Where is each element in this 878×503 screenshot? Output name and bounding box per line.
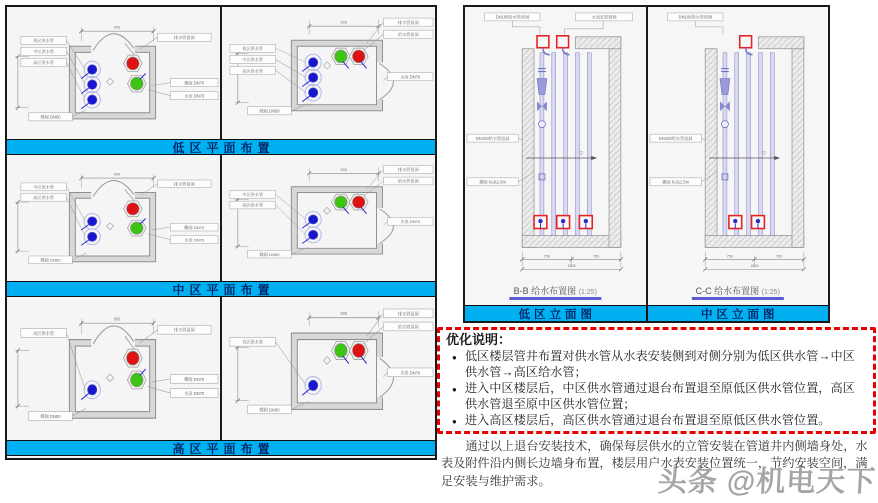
svg-text:750: 750 bbox=[593, 254, 600, 259]
note-item bbox=[446, 381, 865, 412]
svg-text:蝶阀 标高1.5m: 蝶阀 标高1.5m bbox=[479, 179, 507, 185]
elevation-mid-zone bbox=[646, 7, 829, 305]
svg-text:水表 DN70: 水表 DN70 bbox=[184, 390, 205, 397]
elevation-title-text: C-C 给水布置图 bbox=[695, 286, 760, 296]
elevation-row bbox=[465, 7, 828, 305]
svg-text:排水管留洞: 排水管留洞 bbox=[397, 19, 419, 25]
svg-text:中区供水管: 中区供水管 bbox=[242, 192, 264, 198]
plan-row-low bbox=[7, 7, 435, 139]
elevation-banner-row bbox=[465, 305, 828, 321]
summary-text: 通过以上退台安装技术，确保每层供水的立管安装在管道井内侧墙身处，水表及附件沿内侧长边墙身布置，楼层用户水表安装位置统一，节约安装空间，满足安装与维护需求。 bbox=[441, 439, 868, 488]
svg-text:给水管留洞: 给水管留洞 bbox=[397, 31, 419, 38]
svg-text:给水管留洞: 给水管留洞 bbox=[397, 324, 419, 330]
plan-row-mid bbox=[7, 155, 435, 281]
plan-panel bbox=[5, 5, 437, 460]
svg-text:低区供水管: 低区供水管 bbox=[242, 46, 264, 52]
elevation-panel bbox=[463, 5, 830, 323]
floor-plan-high-left bbox=[7, 297, 220, 440]
svg-text:蝶阀 DN50: 蝶阀 DN50 bbox=[259, 251, 280, 257]
svg-text:900: 900 bbox=[340, 19, 348, 25]
elevation-scale: (1:25) bbox=[578, 289, 597, 296]
svg-text:水表 DN70: 水表 DN70 bbox=[400, 370, 421, 376]
floor-plan-high-right bbox=[220, 297, 435, 440]
svg-text:蝶阀 DN70: 蝶阀 DN70 bbox=[184, 224, 205, 230]
svg-text:中区供水管: 中区供水管 bbox=[33, 184, 55, 190]
svg-text:▽: ▽ bbox=[579, 151, 584, 158]
note-text: ● 进入中区楼层后，中区供水管通过退台布置退至原低区供水管位置，高区供水管退至原中区供水管位置； bbox=[464, 381, 855, 411]
svg-text:水表 DN70: 水表 DN70 bbox=[184, 93, 205, 99]
svg-text:中区供水管: 中区供水管 bbox=[242, 57, 264, 63]
svg-text:高区供水管: 高区供水管 bbox=[242, 339, 264, 345]
svg-text:蝶阀 DN70: 蝶阀 DN70 bbox=[184, 80, 205, 86]
svg-text:▽: ▽ bbox=[761, 151, 766, 158]
elevation-low-zone bbox=[465, 7, 646, 305]
svg-text:水表 DN70: 水表 DN70 bbox=[184, 237, 205, 243]
svg-text:蝶阀 DN50: 蝶阀 DN50 bbox=[40, 257, 61, 263]
svg-text:水表安装留洞: 水表安装留洞 bbox=[591, 14, 617, 20]
svg-text:1500: 1500 bbox=[749, 264, 759, 269]
svg-text:排水管留洞: 排水管留洞 bbox=[173, 327, 195, 333]
floor-plan-mid-left bbox=[7, 155, 220, 281]
floor-plan-mid-right bbox=[220, 155, 435, 281]
elevation-title-text: B-B 给水布置图 bbox=[513, 286, 577, 296]
banner-mid-zone-plan: 中区平面布置 bbox=[7, 281, 435, 297]
banner-low-zone-plan: 低区平面布置 bbox=[7, 139, 435, 155]
svg-text:蝶阀 标高1.5m: 蝶阀 标高1.5m bbox=[661, 179, 689, 185]
watermark: 头条 @机电天下 bbox=[656, 466, 877, 498]
svg-text:750: 750 bbox=[726, 254, 733, 259]
svg-text:750: 750 bbox=[775, 254, 782, 259]
svg-text:排水管留洞: 排水管留洞 bbox=[173, 35, 195, 41]
svg-text:蝶阀 DN50: 蝶阀 DN50 bbox=[40, 413, 61, 419]
svg-text:DN100给水管留洞: DN100给水管留洞 bbox=[678, 14, 712, 20]
svg-text:高区供水管: 高区供水管 bbox=[33, 330, 55, 337]
svg-text:蝶阀 DN50: 蝶阀 DN50 bbox=[259, 108, 280, 114]
elevation-title-mid bbox=[692, 284, 784, 300]
svg-text:中区供水管: 中区供水管 bbox=[33, 49, 55, 55]
svg-text:高区供水管: 高区供水管 bbox=[33, 195, 55, 201]
svg-text:排水管留洞: 排水管留洞 bbox=[173, 181, 195, 187]
banner-low-zone-elevation: 低区立面图 bbox=[518, 308, 596, 321]
notes-list bbox=[446, 349, 865, 429]
svg-text:900: 900 bbox=[113, 316, 121, 322]
svg-text:DN100给水管留洞: DN100给水管留洞 bbox=[495, 14, 530, 20]
svg-text:900: 900 bbox=[340, 310, 348, 317]
banner-mid-zone-elevation: 中区立面图 bbox=[646, 306, 829, 321]
note-text: ● 低区楼层管井布置对供水管从水表安装侧到对侧分别为低区供水管→中区供水管→高区给水管； bbox=[464, 348, 855, 379]
svg-text:DN100给水管留洞: DN100给水管留洞 bbox=[658, 135, 692, 141]
note-item bbox=[446, 413, 865, 429]
optimization-notes-box bbox=[437, 327, 876, 434]
floor-plan-low-right bbox=[220, 7, 435, 139]
note-item bbox=[446, 349, 865, 380]
svg-text:高区供水管: 高区供水管 bbox=[242, 202, 264, 208]
svg-text:900: 900 bbox=[340, 166, 348, 172]
svg-text:1500: 1500 bbox=[567, 264, 576, 269]
svg-text:蝶阀 DN50: 蝶阀 DN50 bbox=[259, 407, 280, 413]
svg-text:750: 750 bbox=[543, 254, 550, 259]
plan-row-high bbox=[7, 297, 435, 440]
svg-text:900: 900 bbox=[113, 24, 121, 30]
svg-text:蝶阀 DN70: 蝶阀 DN70 bbox=[184, 376, 205, 382]
banner-high-zone-plan: 高区平面布置 bbox=[7, 440, 435, 456]
notes-title: 优化说明： bbox=[446, 332, 512, 347]
svg-text:高区供水管: 高区供水管 bbox=[242, 68, 264, 74]
svg-text:给水管留洞: 给水管留洞 bbox=[397, 178, 419, 184]
floor-plan-low-left bbox=[7, 7, 220, 139]
svg-text:排水管留洞: 排水管留洞 bbox=[397, 311, 419, 317]
svg-text:高区供水管: 高区供水管 bbox=[33, 60, 55, 66]
svg-text:水表 DN70: 水表 DN70 bbox=[400, 219, 421, 225]
note-text: ● 进入高区楼层后，高区供水管通过退台布置退至原低区供水管位置。 bbox=[464, 413, 831, 428]
elevation-title-low bbox=[510, 284, 601, 300]
svg-text:低区供水管: 低区供水管 bbox=[33, 38, 55, 44]
svg-text:DN100给水管留洞: DN100给水管留洞 bbox=[475, 135, 510, 141]
elevation-scale: (1:25) bbox=[761, 289, 780, 296]
svg-text:900: 900 bbox=[113, 171, 121, 177]
svg-text:蝶阀 DN50: 蝶阀 DN50 bbox=[40, 114, 61, 120]
svg-text:水表 DN70: 水表 DN70 bbox=[400, 74, 421, 80]
svg-text:排水管留洞: 排水管留洞 bbox=[397, 167, 419, 173]
